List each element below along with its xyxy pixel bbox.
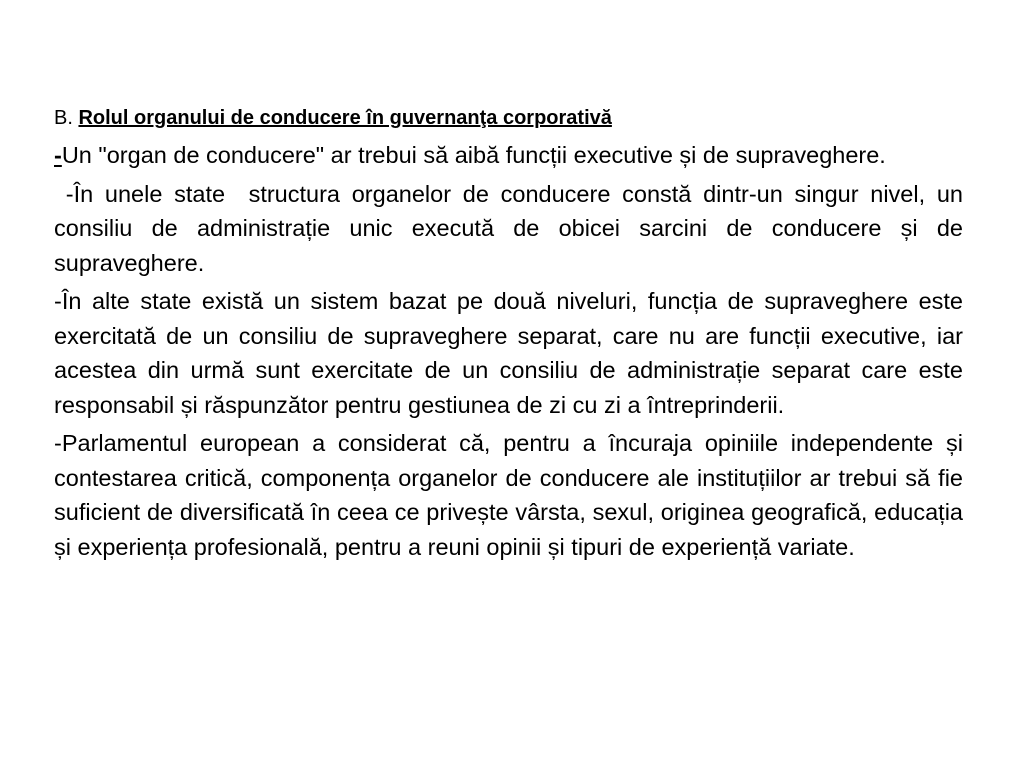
paragraph-organ-definition [54,138,963,173]
paragraph-two-tier [54,284,963,422]
section-heading [54,104,963,132]
section-title: Rolul organului de conducere în guvernanţa corporativă [78,107,612,129]
section-letter: B. [54,107,73,129]
paragraph-single-tier [54,177,970,281]
paragraph-text: -În alte state există un sistem bazat pe două niveluri, funcția de supraveghere este exercitată de un consiliu de supraveghere separat, care nu are funcții executive, iar acestea din urmă sunt exercitate de un consiliu de administrație separat care este responsabil și răspunzător pentru gestiunea de zi cu zi a întreprinderii. [54,288,963,418]
paragraph-text: -Parlamentul european a considerat că, pentru a încuraja opiniile independente și contestarea critică, componența organelor de conducere ale instituțiilor ar trebui să fie suficient de diversificată în ceea ce privește vârsta, sexul, originea geografică, educația și experiența profesională, pentru a reuni opinii și tipuri de experiență variate. [54,430,963,560]
paragraph-text: -În unele state structura organelor de conducere constă dintr-un singur nivel, un consiliu de administrație unic execută de obicei sarcini de conducere și de supraveghere. [54,180,970,276]
slide-content [54,104,970,568]
paragraph-lead-dash: - [54,142,62,168]
paragraph-text: Un "organ de conducere" ar trebui să aibă funcții executive și de supraveghere. [61,142,886,168]
paragraph-diversity [54,426,963,564]
